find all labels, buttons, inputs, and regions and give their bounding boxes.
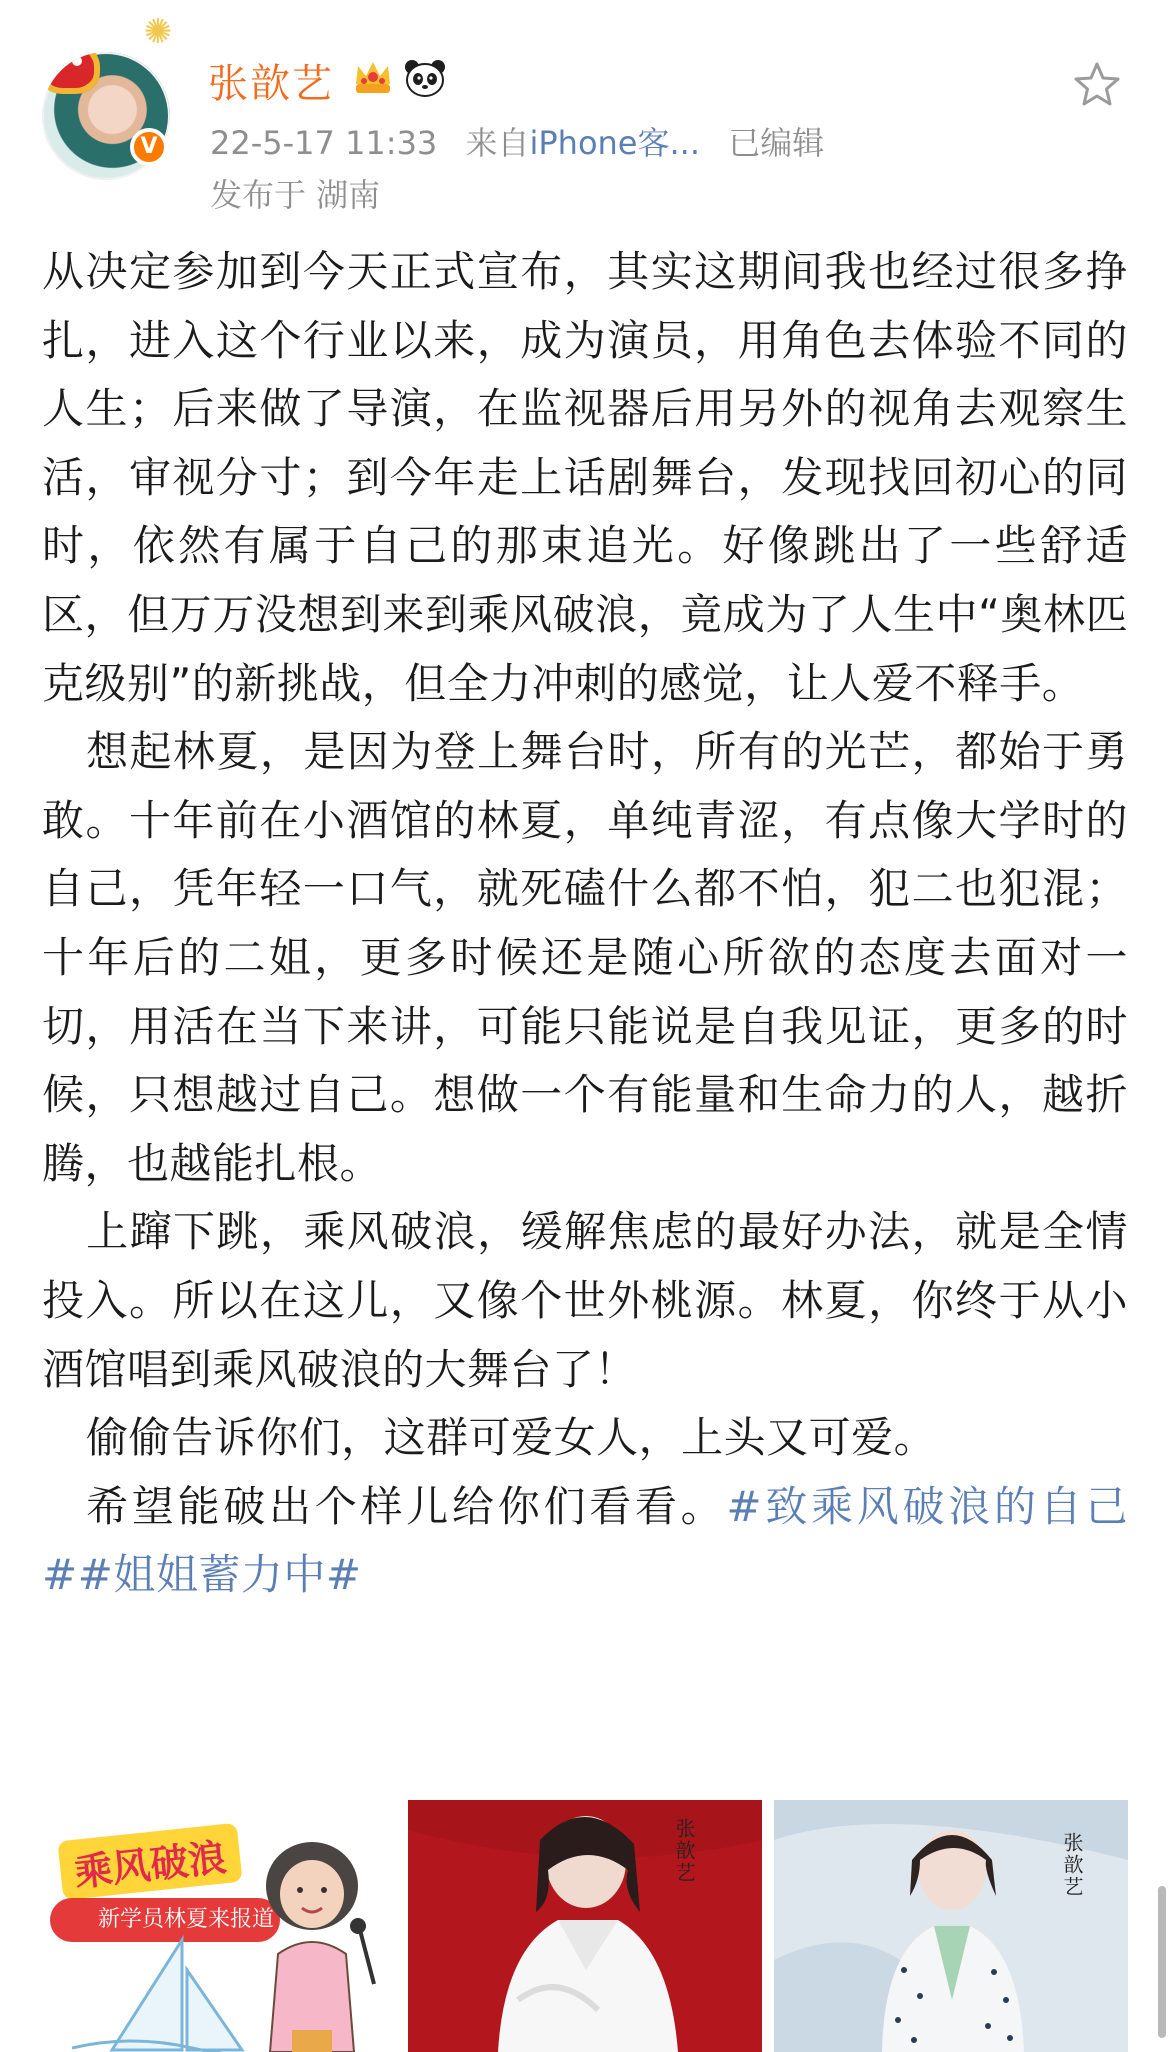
post-body bbox=[42, 238, 1128, 1610]
post-paragraph-3: 上蹿下跳，乘风破浪，缓解焦虑的最好办法，就是全情投入。所以在这儿，又像个世外桃源。林夏，你终于从小酒馆唱到乘风破浪的大舞台了！ bbox=[42, 1207, 1128, 1394]
hashtag-link[interactable]: #姐姐蓄力中# bbox=[77, 1550, 362, 1600]
post-paragraph-4: 偷偷告诉你们，这群可爱女人，上头又可爱。 bbox=[86, 1413, 937, 1463]
image-title: 乘风破浪 bbox=[57, 1823, 242, 1900]
post-paragraph-2: 想起林夏，是因为登上舞台时，所有的光芒，都始于勇敢。十年前在小酒馆的林夏，单纯青涩，有点像大学时的自己，凭年轻一口气，就死磕什么都不怕，犯二也犯混；十年后的二姐，更多时候还是随心所欲的态度去面对一切，用活在当下来讲，可能只能说是自我见证，更多的时候，只想越过自己。想做一个有能量和生命力的人，越折腾，也越能扎根。 bbox=[42, 727, 1128, 1188]
scrollbar-thumb[interactable] bbox=[1158, 1886, 1166, 2038]
image-grid bbox=[42, 1800, 1128, 2052]
cartoon-singer-illustration bbox=[242, 1834, 392, 2052]
source-prefix: 来自 bbox=[465, 124, 530, 162]
image-thumbnail[interactable] bbox=[774, 1800, 1128, 2052]
post-meta bbox=[210, 118, 824, 164]
verified-v-icon: V bbox=[130, 128, 168, 166]
image-subtitle: 新学员林夏来报道 bbox=[50, 1898, 280, 1942]
panda-icon bbox=[404, 58, 446, 98]
post-source[interactable] bbox=[465, 124, 700, 162]
crown-icon bbox=[352, 56, 394, 96]
user-name[interactable]: 张歆艺 bbox=[208, 61, 334, 107]
image-thumbnail[interactable] bbox=[408, 1800, 762, 2052]
post-time: 22-5-17 11:33 bbox=[210, 124, 438, 162]
signature-text: 张歆艺 bbox=[1060, 1832, 1084, 1898]
post-location: 发布于 湖南 bbox=[210, 176, 381, 214]
hashtag-link[interactable]: #致乘风破浪的自己# bbox=[42, 1481, 1128, 1600]
post-paragraph-5-text: 希望能破出个样儿给你们看看。 bbox=[86, 1481, 727, 1531]
image-thumbnail[interactable] bbox=[42, 1800, 396, 2052]
flower-icon: ✺ bbox=[143, 12, 173, 52]
post-paragraph-1: 从决定参加到今天正式宣布，其实这期间我也经过很多挣扎，进入这个行业以来，成为演员，用角色去体验不同的人生；后来做了导演，在监视器后用另外的视角去观察生活，审视分寸；到今年走上话剧舞台，发现找回初心的同时，依然有属于自己的那束追光。好像跳出了一些舒适区，但万万没想到来到乘风破浪，竟成为了人生中“奥林匹克级别”的新挑战，但全力冲刺的感觉，让人爱不释手。 bbox=[42, 247, 1128, 708]
edited-label[interactable]: 已编辑 bbox=[728, 124, 825, 162]
post-header bbox=[0, 0, 1170, 220]
favorite-star-icon[interactable] bbox=[1070, 58, 1124, 112]
post-paragraph-5 bbox=[42, 1473, 1128, 1610]
lion-head-decoration-icon bbox=[42, 52, 100, 94]
red-portrait-photo bbox=[408, 1800, 762, 2052]
signature-text: 张歆艺 bbox=[672, 1818, 696, 1884]
source-device[interactable]: iPhone客... bbox=[529, 124, 701, 162]
